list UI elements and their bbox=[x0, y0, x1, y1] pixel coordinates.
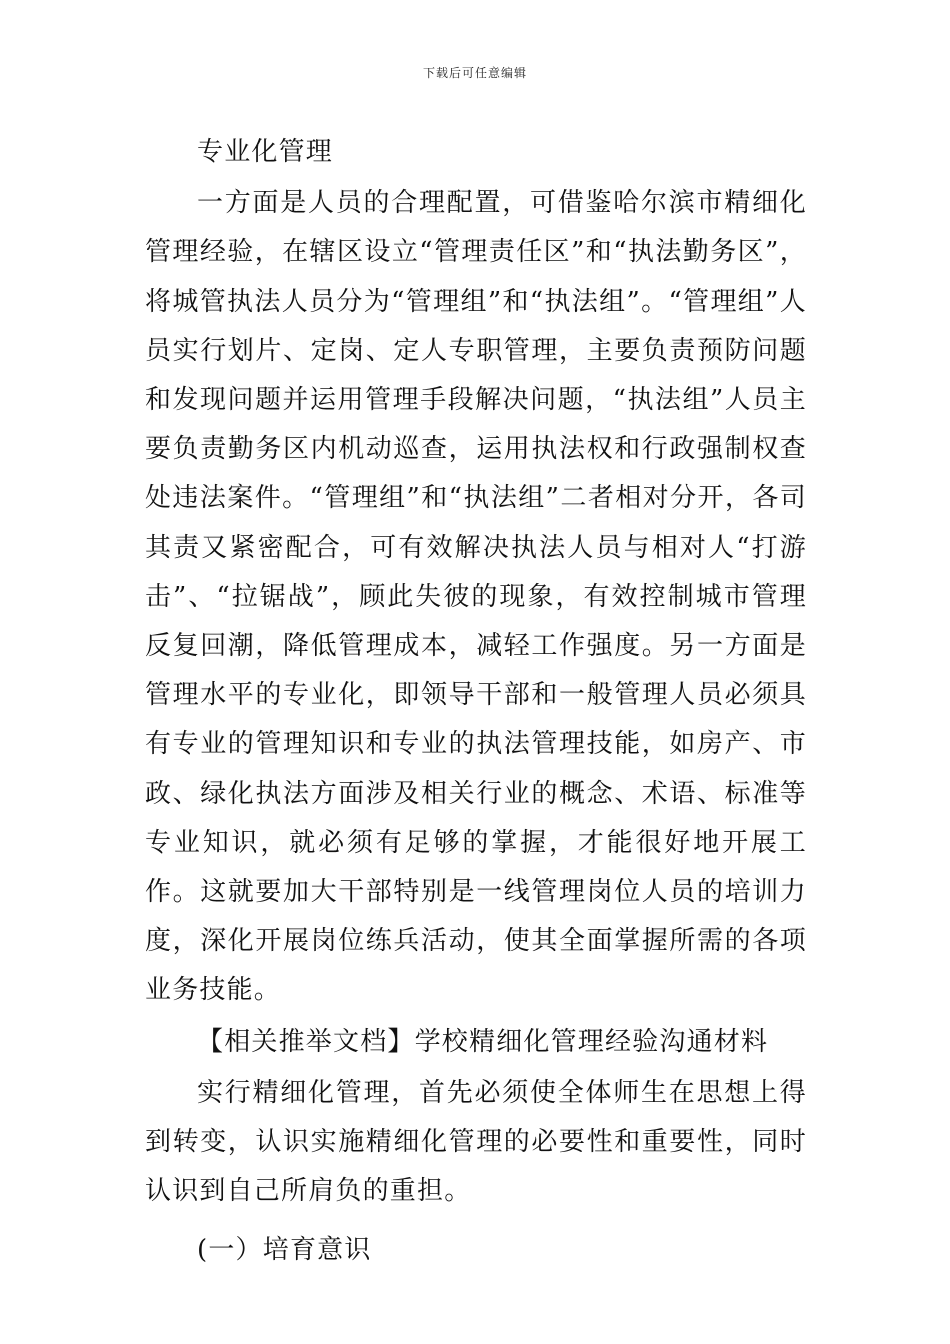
related-document-title: 【相关推举文档】学校精细化管理经验沟通材料 bbox=[197, 1026, 769, 1057]
document-body bbox=[145, 128, 807, 1276]
subheading-cultivate-awareness: (一）培育意识 bbox=[197, 1235, 372, 1266]
page-header: 下载后可任意编辑 bbox=[422, 66, 527, 80]
paragraph-professional-management: 一方面是人员的合理配置，可借鉴哈尔滨市精细化管理经验，在辖区设立“管理责任区”和“执法勤务区”，将城管执法人员分为“管理组”和“执法组”。“管理组”人员实行划片、定岗、定人专职管理，主要负责预防问题和发现问题并运用管理手段解决问题，“执法组”人员主要负责勤务区内机动巡查，运用执法权和行政强制权查处违法案件。“管理组”和“执法组”二者相对分开，各司其责又紧密配合，可有效解决执法人员与相对人“打游击”、“拉锯战”，顾此失彼的现象，有效控制城市管理反复回潮，降低管理成本，减轻工作强度。另一方面是管理水平的专业化，即领导干部和一般管理人员必须具有专业的管理知识和专业的执法管理技能，如房产、市政、绿化执法方面涉及相关行业的概念、术语、标准等专业知识，就必须有足够的掌握，才能很好地开展工作。这就要加大干部特别是一线管理岗位人员的培训力度，深化开展岗位练兵活动，使其全面掌握所需的各项业务技能。 bbox=[145, 188, 807, 1006]
section-title: 专业化管理 bbox=[197, 137, 334, 167]
paragraph-fine-management: 实行精细化管理，首先必须使全体师生在思想上得到转变，认识实施精细化管理的必要性和重要性，同时认识到自己所肩负的重担。 bbox=[145, 1077, 807, 1207]
